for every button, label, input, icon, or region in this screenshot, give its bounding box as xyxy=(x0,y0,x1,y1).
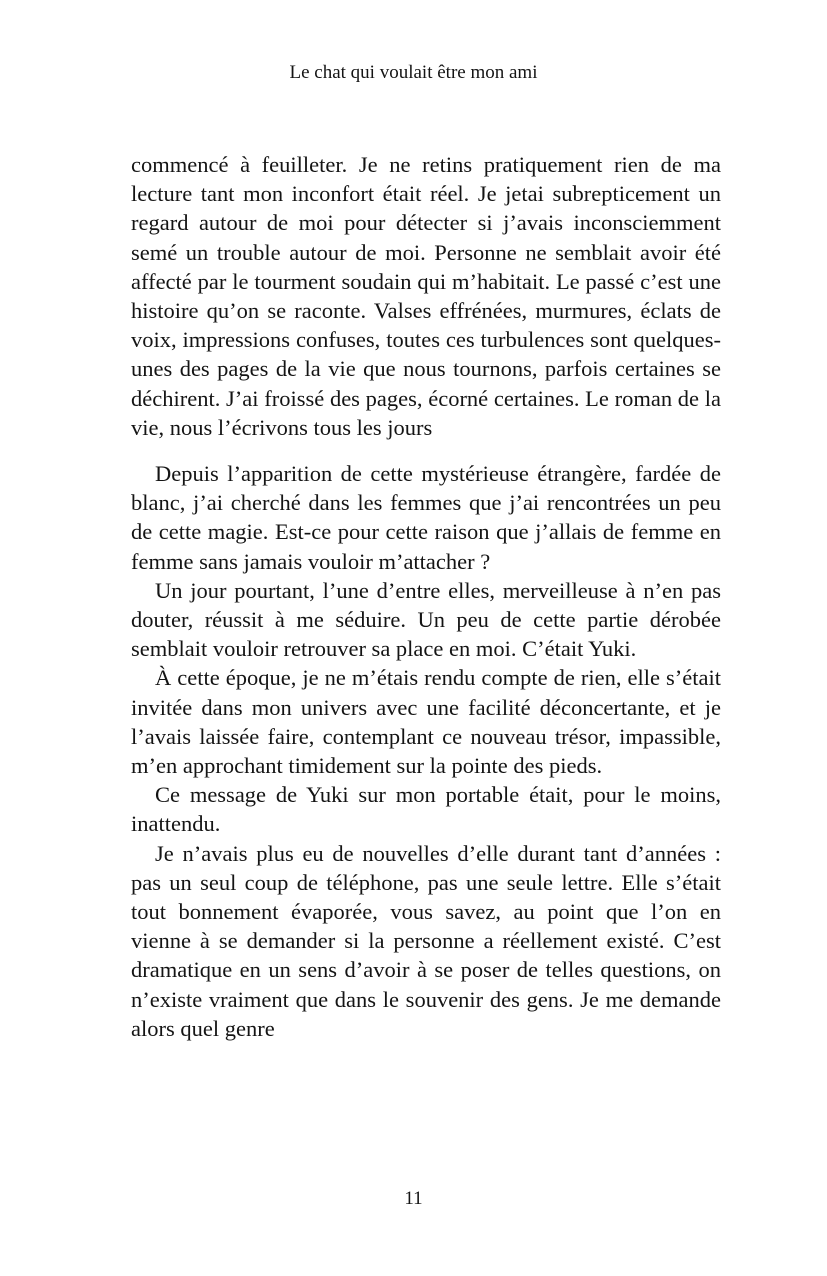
body-text xyxy=(131,150,721,1043)
paragraph: Je n’avais plus eu de nouvelles d’elle durant tant d’années : pas un seul coup de téléphone, pas une seule lettre. Elle s’était tout bonnement évaporée, vous savez, au point que l’on en vienne à se demander si la personne a réellement existé. C’est dramatique en un sens d’avoir à se poser de telles questions, on n’existe vraiment que dans le souvenir des gens. Je me demande alors quel genre xyxy=(131,840,721,1041)
paragraph: commencé à feuilleter. Je ne retins pratiquement rien de ma lecture tant mon inconfort était réel. Je jetai subrepticement un regard autour de moi pour détecter si j’avais inconsciemment semé un trouble autour de moi. Personne ne semblait avoir été affecté par le tourment soudain qui m’habitait. Le passé c’est une histoire qu’on se raconte. Valses effrénées, murmures, éclats de voix, impressions confuses, toutes ces turbulences sont quelques-unes des pages de la vie que nous tournons, parfois certaines se déchirent. J’ai froissé des pages, écorné certaines. Le roman de la vie, nous l’écrivons tous les jours xyxy=(131,152,721,440)
paragraph: Depuis l’apparition de cette mystérieuse étrangère, fardée de blanc, j’ai cherché dans les femmes que j’ai rencontrées un peu de cette magie. Est-ce pour cette raison que j’allais de femme en femme sans jamais vouloir m’attacher ? xyxy=(131,461,721,574)
paragraph: Ce message de Yuki sur mon portable était, pour le moins, inattendu. xyxy=(131,782,721,837)
running-head-title: Le chat qui voulait être mon ami xyxy=(289,62,538,83)
page-number: 11 xyxy=(404,1188,423,1209)
paragraph: À cette époque, je ne m’étais rendu compte de rien, elle s’était invitée dans mon univers avec une facilité déconcertante, et je l’avais laissée faire, contemplant ce nouveau trésor, impassible, m’en approchant timidement sur la pointe des pieds. xyxy=(131,665,721,779)
paragraph: Un jour pourtant, l’une d’entre elles, merveilleuse à n’en pas douter, réussit à me séduire. Un peu de cette partie dérobée semblait vouloir retrouver sa place en moi. C’était Yuki. xyxy=(131,577,721,662)
